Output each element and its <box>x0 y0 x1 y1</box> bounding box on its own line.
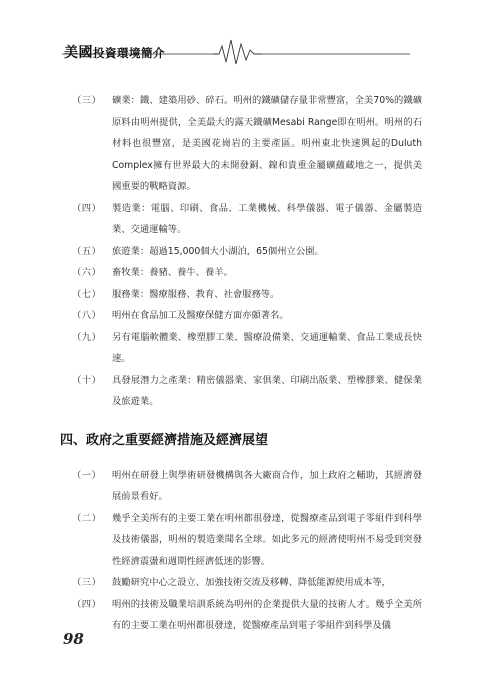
item-number: （二） <box>72 512 102 524</box>
list-item <box>72 241 422 263</box>
list-item <box>72 305 422 327</box>
item-text: 幾乎全美所有的主要工業在明州都很發達，從醫療產品到電子零組件到科學及技術儀器，明州的製造業聞名全球。如此多元的經濟使明州不易受到突發性經濟震盪和週期性經濟低迷的影響。 <box>112 512 422 567</box>
list-item <box>72 327 422 370</box>
item-number: （一） <box>72 469 102 481</box>
item-text: 旅遊業：超過15,000個大小湖泊，65個州立公園。 <box>112 245 324 257</box>
item-text: 明州的技術及職業培訓系統為明州的企業提供大量的技術人才。幾乎全美所有的主要工業在明州都很發達，從醫療產品到電子零組件到科學及儀 <box>112 598 422 631</box>
list-item <box>72 370 422 413</box>
item-number: （九） <box>72 331 102 343</box>
page-content <box>60 90 422 637</box>
running-header <box>0 36 480 66</box>
list-item <box>72 198 422 241</box>
item-number: （三） <box>72 95 102 106</box>
list-item <box>72 262 422 284</box>
item-text: 畜牧業：養豬、養牛、養羊。 <box>112 267 233 278</box>
header-title-main: 美國 <box>64 45 93 61</box>
list-item <box>72 594 422 637</box>
item-number: （七） <box>72 288 102 300</box>
item-text: 具發展潛力之產業：精密儀器業、家俱業、印刷出版業、塑橡膠業、健保業及旅遊業。 <box>112 374 422 407</box>
list-item <box>72 465 422 508</box>
item-number: （三） <box>72 577 102 588</box>
item-number: （六） <box>72 267 102 278</box>
item-text: 礦業：鐵、建築用砂、碎石。明州的鐵礦儲存量非常豐富，全美70%的鐵礦原料由明州提供，全美最大的露天鐵礦Mesabi Range即在明州。明州的石材料也很豐富，是美國花崗岩的主要產區。明州東北快速興起的Duluth Complex擁有世界最大的未開發銅、鎳和貴重金屬礦蘊藏地之一，提供美國重要的戰略資源。 <box>112 95 422 192</box>
header-title <box>64 42 165 62</box>
item-text: 明州在食品加工及醫療保健方面亦頗著名。 <box>112 310 289 321</box>
item-text: 另有電腦軟體業、橡塑膠工業、醫療設備業、交通運輸業、食品工業成長快速。 <box>112 331 422 364</box>
item-number: （四） <box>72 598 102 610</box>
item-number: （五） <box>72 245 102 257</box>
item-text: 服務業：醫療服務、教育、社會服務等。 <box>112 288 280 300</box>
section-heading: 四、政府之重要經濟措施及經濟展望 <box>60 432 269 448</box>
list-item <box>72 284 422 306</box>
header-title-sub: 投資環境簡介 <box>93 46 165 60</box>
item-number: （四） <box>72 202 102 214</box>
list-item <box>72 90 422 198</box>
list-item <box>72 572 422 594</box>
list-item <box>72 508 422 573</box>
item-text: 製造業：電腦、印刷、食品、工業機械、科學儀器、電子儀器、金屬製造業、交通運輸等。 <box>112 202 422 235</box>
item-text: 鼓勵研究中心之設立、加強技術交流及移轉、降低能源使用成本等， <box>112 577 391 588</box>
item-text: 明州在研發上與學術研發機構與各大廠商合作，加上政府之輔助，其經濟發展前景看好。 <box>112 469 422 502</box>
item-number: （十） <box>72 374 102 386</box>
page-number: 98 <box>63 630 84 648</box>
item-number: （八） <box>72 310 102 321</box>
